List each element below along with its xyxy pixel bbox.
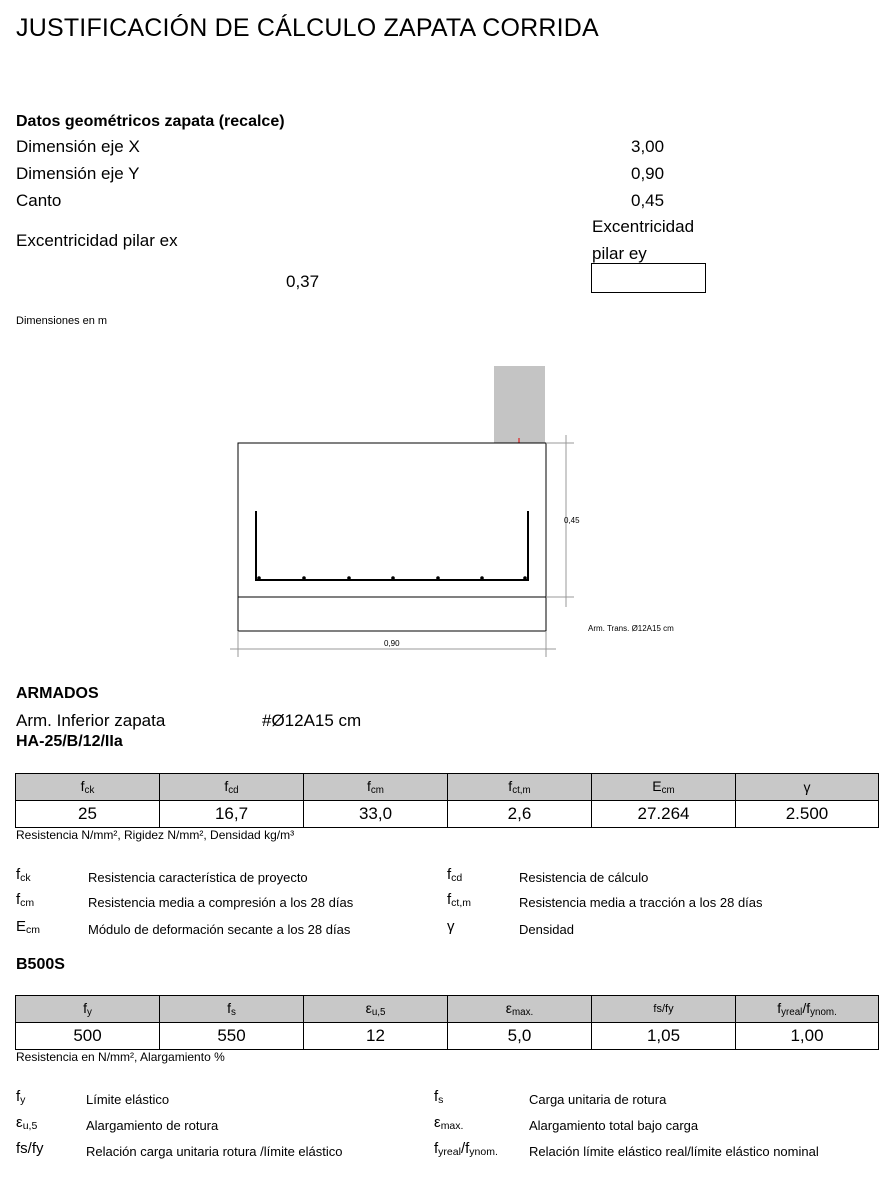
legend-desc-fy: Límite elástico — [86, 1092, 170, 1107]
dim-y-label: Dimensión eje Y — [16, 164, 140, 183]
header-fck: $f_{ck}$ — [16, 774, 160, 801]
legend-desc-ecm: Módulo de deformación secante a los 28 días — [88, 922, 351, 937]
page-title: JUSTIFICACIÓN DE CÁLCULO ZAPATA CORRIDA — [16, 14, 599, 42]
header-fctm: $f_{ct,m}$ — [448, 774, 592, 801]
legend-symbol-fyreal-fynom: $f_{yreal}/f_{ynom.}$ — [434, 1140, 498, 1158]
steel-units-note: Resistencia en N/mm², Alargamiento % — [16, 1050, 225, 1064]
header-fs-fy: fs/fy — [592, 996, 736, 1023]
legend-symbol-fck: $f_{ck}$ — [16, 866, 31, 884]
value-emax: 5,0 — [448, 1023, 592, 1050]
canto-dim-label: 0,45 — [564, 516, 580, 525]
ex-value: 0,37 — [286, 272, 320, 291]
dim-x-label: Dimensión eje X — [16, 137, 140, 156]
legend-symbol-fs: $f_s$ — [434, 1088, 444, 1106]
column-section — [494, 366, 545, 443]
canto-label: Canto — [16, 191, 62, 210]
header-fyreal-fynom: $f_{yreal}/f_{ynom.}$ — [736, 996, 879, 1023]
header-fcm: $f_{cm}$ — [304, 774, 448, 801]
steel-heading: B500S — [16, 956, 65, 973]
rebar-label: Arm. Trans. Ø12A15 cm — [588, 624, 674, 633]
legend-symbol-fcm: $f_{cm}$ — [16, 891, 35, 909]
legend-symbol-fcd: $f_{cd}$ — [447, 866, 463, 884]
table-header-row — [16, 774, 879, 801]
value-fyreal-fynom: 1,00 — [736, 1023, 879, 1050]
dim-y-value: 0,90 — [631, 164, 665, 183]
ey-label-line2: pilar ey — [592, 244, 647, 263]
legend-desc-fcd: Resistencia de cálculo — [519, 870, 649, 885]
legend-symbol-fctm: $f_{ct,m}$ — [447, 891, 472, 909]
header-eu5: $\varepsilon_{u,5}$ — [304, 996, 448, 1023]
value-fs-fy: 1,05 — [592, 1023, 736, 1050]
legend-desc-eu5: Alargamiento de rotura — [86, 1118, 219, 1133]
value-fck: 25 — [16, 801, 160, 828]
legend-desc-fctm: Resistencia media a tracción a los 28 días — [519, 895, 763, 910]
table-row — [16, 801, 879, 828]
header-fs: $f_s$ — [160, 996, 304, 1023]
header-gamma: γ — [736, 774, 879, 801]
legend-symbol-ecm: $E_{cm}$ — [16, 918, 41, 936]
canto-value: 0,45 — [631, 191, 665, 210]
legend-desc-emax: Alargamiento total bajo carga — [529, 1118, 699, 1133]
arm-inferior-label: Arm. Inferior zapata — [16, 711, 166, 730]
width-dim-label: 0,90 — [384, 639, 400, 648]
legend-desc-fcm: Resistencia media a compresión a los 28 días — [88, 895, 354, 910]
header-fcd: $f_{cd}$ — [160, 774, 304, 801]
arm-inferior-value: #Ø12A15 cm — [262, 711, 362, 730]
ex-label: Excentricidad pilar ex — [16, 231, 178, 250]
dim-x-value: 3,00 — [631, 137, 665, 156]
geometry-heading: Datos geométricos zapata (recalce) — [16, 113, 285, 130]
value-fctm: 2,6 — [448, 801, 592, 828]
legend-symbol-fy: $f_y$ — [16, 1088, 26, 1106]
concrete-type: HA-25/B/12/IIa — [16, 733, 123, 750]
value-ecm: 27.264 — [592, 801, 736, 828]
table-row — [16, 1023, 879, 1050]
value-fcm: 33,0 — [304, 801, 448, 828]
value-fs: 550 — [160, 1023, 304, 1050]
header-ecm: $E_{cm}$ — [592, 774, 736, 801]
header-emax: $\varepsilon_{max.}$ — [448, 996, 592, 1023]
rebar-bottom — [256, 511, 528, 580]
concrete-properties-table — [15, 773, 879, 828]
footing-section-drawing — [0, 355, 895, 665]
value-fcd: 16,7 — [160, 801, 304, 828]
footing-outline — [238, 443, 546, 631]
value-fy: 500 — [16, 1023, 160, 1050]
legend-desc-fs-fy: Relación carga unitaria rotura /límite elástico — [86, 1144, 343, 1159]
concrete-units-note: Resistencia N/mm², Rigidez N/mm², Densidad kg/m³ — [16, 828, 295, 842]
value-eu5: 12 — [304, 1023, 448, 1050]
ey-label-line1: Excentricidad — [592, 217, 695, 236]
legend-desc-fs: Carga unitaria de rotura — [529, 1092, 667, 1107]
header-fy: $f_y$ — [16, 996, 160, 1023]
legend-symbol-fs-fy: fs/fy — [16, 1140, 44, 1157]
legend-desc-fck: Resistencia característica de proyecto — [88, 870, 308, 885]
legend-symbol-gamma: γ — [447, 918, 455, 935]
legend-desc-fyreal-fynom: Relación límite elástico real/límite elástico nominal — [529, 1144, 819, 1159]
legend-symbol-emax: $\varepsilon_{max.}$ — [434, 1114, 464, 1132]
armados-heading: ARMADOS — [16, 685, 99, 702]
legend-desc-gamma: Densidad — [519, 922, 574, 937]
steel-properties-table — [15, 995, 879, 1050]
units-note: Dimensiones en m — [16, 315, 108, 327]
legend-symbol-eu5: $\varepsilon_{u,5}$ — [16, 1114, 38, 1132]
ey-value-field[interactable] — [591, 263, 706, 293]
value-gamma: 2.500 — [736, 801, 879, 828]
table-header-row — [16, 996, 879, 1023]
